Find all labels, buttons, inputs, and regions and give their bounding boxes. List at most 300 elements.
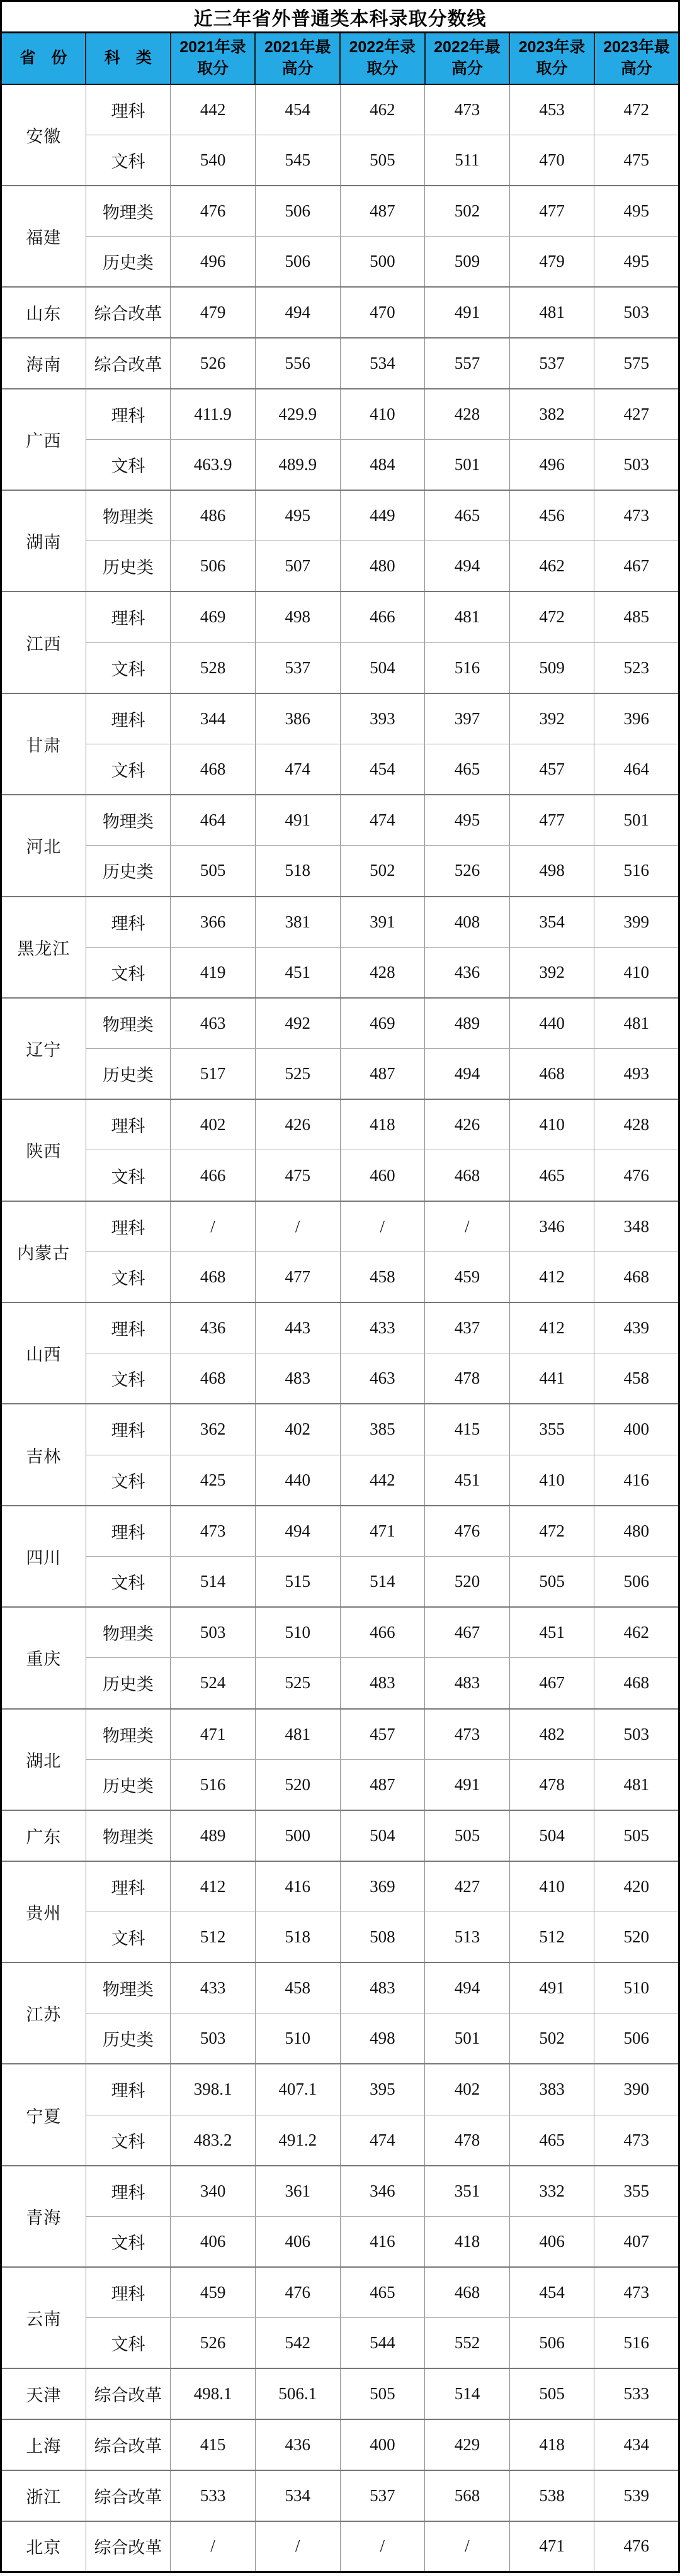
score-cell: 476 (171, 186, 256, 237)
score-cell: 451 (425, 1455, 510, 1506)
score-cell: 463 (171, 998, 256, 1049)
category-cell: 文科 (86, 2216, 171, 2267)
score-cell: 458 (594, 1353, 679, 1404)
table-row (1, 1506, 679, 1557)
score-cell: / (340, 1201, 425, 1252)
score-cell: / (255, 2521, 340, 2572)
score-cell: 473 (594, 2115, 679, 2166)
score-cell: 437 (425, 1302, 510, 1353)
category-cell: 理科 (86, 897, 171, 948)
score-cell: 415 (425, 1404, 510, 1455)
score-cell: 557 (425, 338, 510, 389)
category-cell: 理科 (86, 1302, 171, 1353)
score-cell: 516 (171, 1759, 256, 1810)
score-cell: 412 (509, 1302, 594, 1353)
score-cell: 533 (594, 2368, 679, 2419)
score-cell: 407 (594, 2216, 679, 2267)
score-cell: 505 (509, 2368, 594, 2419)
score-cell: 479 (509, 237, 594, 288)
score-cell: 393 (340, 693, 425, 744)
table-row (1, 439, 679, 490)
table-row (1, 1455, 679, 1506)
score-cell: 465 (509, 1150, 594, 1201)
score-cell: 504 (509, 1810, 594, 1861)
score-cell: 400 (340, 2419, 425, 2470)
score-cell: 467 (509, 1658, 594, 1709)
score-cell: 458 (255, 1963, 340, 2013)
score-cell: / (171, 1201, 256, 1252)
score-cell: 426 (425, 1099, 510, 1150)
table-row (1, 2470, 679, 2521)
score-cell: 449 (340, 490, 425, 541)
score-cell: 528 (171, 642, 256, 693)
score-cell: 351 (425, 2166, 510, 2217)
score-cell: 473 (425, 84, 510, 135)
score-cell: 506 (509, 2318, 594, 2369)
table-row (1, 1201, 679, 1252)
score-cell: 386 (255, 693, 340, 744)
score-cell: 465 (340, 2267, 425, 2318)
score-cell: 556 (255, 338, 340, 389)
score-cell: / (425, 2521, 510, 2572)
score-cell: 471 (509, 2521, 594, 2572)
table-row (1, 1912, 679, 1963)
score-cell: 395 (340, 2064, 425, 2115)
score-cell: 472 (509, 591, 594, 642)
province-cell: 海南 (1, 338, 86, 389)
column-header-province: 省 份 (1, 33, 86, 84)
score-cell: 475 (594, 135, 679, 186)
score-cell: 441 (509, 1353, 594, 1404)
score-cell: 491 (509, 1963, 594, 2013)
score-cell: 416 (255, 1861, 340, 1912)
score-cell: 391 (340, 897, 425, 948)
score-cell: 427 (425, 1861, 510, 1912)
score-cell: 524 (171, 1658, 256, 1709)
table-row (1, 2368, 679, 2419)
score-cell: 400 (594, 1404, 679, 1455)
category-cell: 物理类 (86, 1963, 171, 2013)
score-cell: 466 (340, 591, 425, 642)
score-cell: 512 (171, 1912, 256, 1963)
score-cell: 459 (425, 1252, 510, 1302)
score-cell: 514 (425, 2368, 510, 2419)
score-cell: 346 (509, 1201, 594, 1252)
score-cell: 479 (171, 287, 256, 338)
table-row (1, 237, 679, 288)
table-row (1, 186, 679, 237)
category-cell: 历史类 (86, 541, 171, 592)
table-row (1, 1099, 679, 1150)
score-cell: 418 (425, 2216, 510, 2267)
category-cell: 文科 (86, 2115, 171, 2166)
score-cell: 539 (594, 2470, 679, 2521)
score-cell: 477 (509, 186, 594, 237)
score-cell: 483 (425, 1658, 510, 1709)
category-cell: 理科 (86, 1099, 171, 1150)
table-row (1, 795, 679, 846)
province-cell: 广西 (1, 389, 86, 490)
category-cell: 物理类 (86, 1709, 171, 1760)
score-cell: 526 (171, 338, 256, 389)
score-cell: 477 (255, 1252, 340, 1302)
category-cell: 物理类 (86, 1607, 171, 1658)
score-cell: 456 (509, 490, 594, 541)
province-cell: 湖北 (1, 1709, 86, 1810)
province-cell: 天津 (1, 2368, 86, 2419)
score-cell: 481 (255, 1709, 340, 1760)
score-cell: 513 (425, 1912, 510, 1963)
score-cell: 412 (171, 1861, 256, 1912)
score-cell: 493 (594, 1049, 679, 1100)
score-cell: 507 (255, 541, 340, 592)
score-cell: 402 (171, 1099, 256, 1150)
table-row (1, 1302, 679, 1353)
score-cell: 520 (425, 1556, 510, 1607)
category-cell: 理科 (86, 1861, 171, 1912)
score-cell: 501 (425, 2013, 510, 2064)
score-cell: 457 (509, 744, 594, 795)
category-cell: 理科 (86, 389, 171, 440)
category-cell: 文科 (86, 135, 171, 186)
score-cell: 463.9 (171, 439, 256, 490)
score-cell: 483.2 (171, 2115, 256, 2166)
score-cell: 516 (594, 846, 679, 897)
score-cell: 495 (594, 186, 679, 237)
province-cell: 河北 (1, 795, 86, 896)
table-row (1, 1556, 679, 1607)
score-cell: 416 (594, 1455, 679, 1506)
score-cell: 402 (255, 1404, 340, 1455)
score-cell: 462 (509, 541, 594, 592)
score-cell: 472 (594, 84, 679, 135)
score-cell: 429.9 (255, 389, 340, 440)
score-cell: 415 (171, 2419, 256, 2470)
category-cell: 理科 (86, 693, 171, 744)
score-cell: 402 (425, 2064, 510, 2115)
score-cell: 355 (594, 2166, 679, 2217)
score-cell: 568 (425, 2470, 510, 2521)
province-cell: 广东 (1, 1810, 86, 1861)
score-cell: 552 (425, 2318, 510, 2369)
score-cell: 504 (340, 642, 425, 693)
score-cell: 451 (509, 1607, 594, 1658)
score-cell: 481 (594, 998, 679, 1049)
score-cell: 496 (171, 237, 256, 288)
score-cell: 428 (340, 947, 425, 998)
score-cell: 476 (425, 1506, 510, 1557)
score-cell: 418 (340, 1099, 425, 1150)
score-cell: 520 (255, 1759, 340, 1810)
score-cell: 515 (255, 1556, 340, 1607)
score-cell: 478 (425, 2115, 510, 2166)
score-cell: 505 (425, 1810, 510, 1861)
score-cell: 473 (425, 1709, 510, 1760)
province-cell: 青海 (1, 2166, 86, 2267)
table-row (1, 2166, 679, 2217)
score-cell: 464 (594, 744, 679, 795)
column-header-2021-admit: 2021年录取分 (171, 33, 256, 84)
page-title: 近三年省外普通类本科录取分数线 (0, 0, 680, 31)
province-cell: 安徽 (1, 84, 86, 186)
category-cell: 综合改革 (86, 2368, 171, 2419)
score-cell: 534 (340, 338, 425, 389)
score-cell: 406 (509, 2216, 594, 2267)
score-cell: 575 (594, 338, 679, 389)
score-cell: 483 (340, 1658, 425, 1709)
score-cell: 494 (255, 1506, 340, 1557)
score-cell: 407.1 (255, 2064, 340, 2115)
category-cell: 综合改革 (86, 2470, 171, 2521)
table-row (1, 541, 679, 592)
province-cell: 上海 (1, 2419, 86, 2470)
score-cell: 506 (171, 541, 256, 592)
score-cell: 489 (171, 1810, 256, 1861)
category-cell: 历史类 (86, 1759, 171, 1810)
score-cell: 487 (340, 186, 425, 237)
score-cell: 382 (509, 389, 594, 440)
score-cell: 537 (340, 2470, 425, 2521)
score-cell: 442 (340, 1455, 425, 1506)
table-row (1, 135, 679, 186)
score-cell: 466 (340, 1607, 425, 1658)
score-cell: 478 (509, 1759, 594, 1810)
score-cell: 468 (425, 2267, 510, 2318)
score-cell: 483 (340, 1963, 425, 2013)
category-cell: 理科 (86, 1404, 171, 1455)
table-row (1, 947, 679, 998)
score-cell: 392 (509, 693, 594, 744)
score-cell: 537 (509, 338, 594, 389)
scores-table (0, 31, 680, 2573)
score-cell: 525 (255, 1049, 340, 1100)
table-row (1, 1607, 679, 1658)
score-cell: 471 (171, 1709, 256, 1760)
score-cell: / (340, 2521, 425, 2572)
table-row (1, 693, 679, 744)
category-cell: 理科 (86, 591, 171, 642)
score-cell: 489 (425, 998, 510, 1049)
column-header-2023-max: 2023年最高分 (594, 33, 679, 84)
score-cell: 526 (425, 846, 510, 897)
score-cell: 494 (425, 1963, 510, 2013)
category-cell: 综合改革 (86, 2521, 171, 2572)
score-cell: 526 (171, 2318, 256, 2369)
score-cell: 433 (171, 1963, 256, 2013)
score-cell: 506 (255, 186, 340, 237)
score-cell: 500 (255, 1810, 340, 1861)
province-cell: 北京 (1, 2521, 86, 2572)
score-cell: 496 (509, 439, 594, 490)
category-cell: 理科 (86, 2166, 171, 2217)
score-cell: 436 (255, 2419, 340, 2470)
column-header-2022-admit: 2022年录取分 (340, 33, 425, 84)
category-cell: 理科 (86, 1201, 171, 1252)
table-row (1, 846, 679, 897)
score-cell: 510 (255, 1607, 340, 1658)
table-row (1, 1353, 679, 1404)
category-cell: 理科 (86, 1506, 171, 1557)
score-cell: 509 (509, 642, 594, 693)
score-cell: 508 (340, 1912, 425, 1963)
score-cell: 514 (340, 1556, 425, 1607)
score-cell: 538 (509, 2470, 594, 2521)
score-cell: 516 (594, 2318, 679, 2369)
column-header-2022-max: 2022年最高分 (425, 33, 510, 84)
score-cell: 348 (594, 1201, 679, 1252)
score-cell: 495 (425, 795, 510, 846)
table-row (1, 1658, 679, 1709)
score-cell: 468 (171, 1252, 256, 1302)
province-cell: 重庆 (1, 1607, 86, 1708)
score-cell: 501 (425, 439, 510, 490)
score-cell: 498.1 (171, 2368, 256, 2419)
score-cell: 468 (425, 1150, 510, 1201)
table-row (1, 2216, 679, 2267)
province-cell: 浙江 (1, 2470, 86, 2521)
province-cell: 湖南 (1, 490, 86, 591)
score-cell: 505 (340, 135, 425, 186)
score-cell: 506 (255, 237, 340, 288)
score-cell: 470 (509, 135, 594, 186)
score-cell: 480 (594, 1506, 679, 1557)
table-row (1, 897, 679, 948)
table-row (1, 2521, 679, 2572)
table-row (1, 1810, 679, 1861)
category-cell: 文科 (86, 642, 171, 693)
category-cell: 文科 (86, 1455, 171, 1506)
province-cell: 山东 (1, 287, 86, 338)
category-cell: 文科 (86, 439, 171, 490)
score-cell: 475 (255, 1150, 340, 1201)
score-cell: 418 (509, 2419, 594, 2470)
score-cell: 473 (171, 1506, 256, 1557)
score-cell: 398.1 (171, 2064, 256, 2115)
category-cell: 历史类 (86, 1049, 171, 1100)
score-cell: 429 (425, 2419, 510, 2470)
province-cell: 宁夏 (1, 2064, 86, 2165)
province-cell: 山西 (1, 1302, 86, 1404)
category-cell: 文科 (86, 2318, 171, 2369)
score-cell: 509 (425, 237, 510, 288)
score-cell: 503 (594, 1709, 679, 1760)
table-row (1, 1709, 679, 1760)
score-cell: 468 (594, 1658, 679, 1709)
table-row (1, 1150, 679, 1201)
score-cell: 366 (171, 897, 256, 948)
score-cell: 451 (255, 947, 340, 998)
score-cell: 410 (509, 1099, 594, 1150)
score-cell: 491 (255, 795, 340, 846)
score-cell: 503 (594, 439, 679, 490)
score-cell: 425 (171, 1455, 256, 1506)
score-cell: 396 (594, 693, 679, 744)
score-cell: 443 (255, 1302, 340, 1353)
score-cell: 468 (171, 744, 256, 795)
score-cell: 476 (594, 1150, 679, 1201)
score-cell: 399 (594, 897, 679, 948)
table-body (1, 84, 679, 2572)
table-row (1, 2318, 679, 2369)
score-cell: 483 (255, 1353, 340, 1404)
category-cell: 文科 (86, 1150, 171, 1201)
score-cell: 473 (594, 2267, 679, 2318)
table-row (1, 744, 679, 795)
score-cell: 480 (340, 541, 425, 592)
table-row (1, 2267, 679, 2318)
province-cell: 贵州 (1, 1861, 86, 1963)
score-cell: 408 (425, 897, 510, 948)
category-cell: 综合改革 (86, 338, 171, 389)
province-cell: 陕西 (1, 1099, 86, 1201)
category-cell: 历史类 (86, 846, 171, 897)
table-row (1, 2419, 679, 2470)
score-cell: 390 (594, 2064, 679, 2115)
score-cell: 487 (340, 1049, 425, 1100)
province-cell: 辽宁 (1, 998, 86, 1099)
score-cell: 505 (594, 1810, 679, 1861)
score-cell: 412 (509, 1252, 594, 1302)
score-cell: 503 (171, 1607, 256, 1658)
score-cell: 346 (340, 2166, 425, 2217)
score-cell: 442 (171, 84, 256, 135)
score-cell: 506.1 (255, 2368, 340, 2419)
score-cell: 514 (171, 1556, 256, 1607)
score-cell: 476 (255, 2267, 340, 2318)
category-cell: 物理类 (86, 1810, 171, 1861)
score-cell: 419 (171, 947, 256, 998)
category-cell: 历史类 (86, 1658, 171, 1709)
score-cell: 503 (594, 287, 679, 338)
category-cell: 文科 (86, 744, 171, 795)
score-cell: 340 (171, 2166, 256, 2217)
score-cell: 545 (255, 135, 340, 186)
score-cell: 436 (171, 1302, 256, 1353)
score-cell: 460 (340, 1150, 425, 1201)
score-cell: 439 (594, 1302, 679, 1353)
score-cell: 410 (509, 1861, 594, 1912)
score-cell: 332 (509, 2166, 594, 2217)
score-cell: 454 (509, 2267, 594, 2318)
table-row (1, 338, 679, 389)
score-cell: 477 (509, 795, 594, 846)
column-header-2021-max: 2021年最高分 (255, 33, 340, 84)
score-cell: 491 (425, 1759, 510, 1810)
score-cell: 537 (255, 642, 340, 693)
score-cell: 534 (255, 2470, 340, 2521)
score-cell: 517 (171, 1049, 256, 1100)
score-cell: 544 (340, 2318, 425, 2369)
score-cell: 533 (171, 2470, 256, 2521)
score-cell: 504 (340, 1810, 425, 1861)
score-cell: 434 (594, 2419, 679, 2470)
score-cell: 362 (171, 1404, 256, 1455)
score-cell: 498 (509, 846, 594, 897)
score-cell: 361 (255, 2166, 340, 2217)
category-cell: 理科 (86, 84, 171, 135)
table-row (1, 389, 679, 440)
score-cell: 505 (340, 2368, 425, 2419)
score-cell: 406 (255, 2216, 340, 2267)
score-cell: 410 (594, 947, 679, 998)
province-cell: 江苏 (1, 1963, 86, 2064)
score-cell: 344 (171, 693, 256, 744)
category-cell: 物理类 (86, 998, 171, 1049)
category-cell: 历史类 (86, 237, 171, 288)
score-cell: 474 (255, 744, 340, 795)
column-header-2023-admit: 2023年录取分 (509, 33, 594, 84)
table-row (1, 1963, 679, 2013)
